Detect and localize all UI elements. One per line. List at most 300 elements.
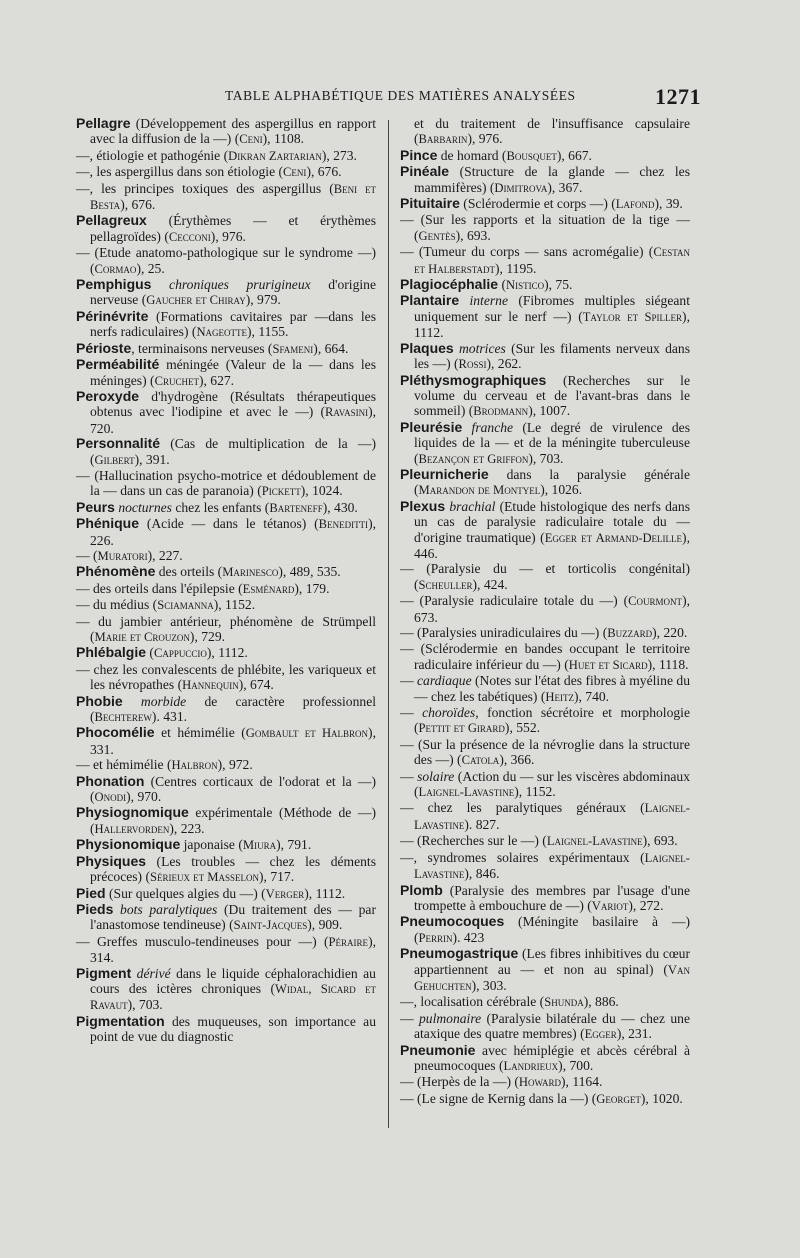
index-entry bbox=[76, 886, 376, 902]
entry-qualifier: brachial bbox=[449, 498, 496, 514]
entry-text: —, localisation cérébrale ( bbox=[400, 994, 545, 1010]
entry-qualifier: dérivé bbox=[136, 965, 171, 981]
index-entry bbox=[76, 757, 376, 773]
entry-author: Sfameni bbox=[272, 341, 314, 356]
index-entry bbox=[76, 181, 376, 214]
entry-text: ), 430. bbox=[322, 499, 358, 515]
entry-text: (Les troubles — chez les déments précoces) ( bbox=[90, 853, 376, 885]
index-entry bbox=[76, 309, 376, 341]
entry-text: ( bbox=[146, 645, 154, 661]
entry-text: ), 272. bbox=[628, 897, 664, 913]
entry-author: Huet et Sicard bbox=[568, 657, 648, 672]
entry-text: (Centres corticaux de l'odorat et la —) ( bbox=[90, 773, 376, 805]
entry-text: (Formations cavitaires par —dans les nerfs radiculaires) ( bbox=[90, 308, 376, 340]
entry-author: Van Gehuchten bbox=[414, 962, 690, 993]
index-entry bbox=[76, 597, 376, 613]
entry-author: Sciamanna bbox=[157, 598, 214, 613]
entry-text: ), 886. bbox=[583, 994, 619, 1010]
entry-text: ), 1112. bbox=[414, 308, 690, 341]
entry-headword: Périnévrite bbox=[76, 307, 149, 324]
index-entry bbox=[400, 850, 690, 883]
entry-author: Buzzard bbox=[607, 626, 653, 640]
entry-headword: Pneumogastrique bbox=[400, 945, 519, 962]
entry-qualifier: chroniques pruriginеux bbox=[169, 277, 311, 293]
entry-text: — (Hallucination psycho-motrice et dédoublement de la — dans un cas de paranoia) ( bbox=[76, 467, 376, 499]
entry-author: Péraire bbox=[328, 934, 369, 949]
entry-text: (Les fibres inhibitives du cœur appartiennent au — et non au spinal) ( bbox=[414, 946, 690, 977]
entry-author: Barteneff bbox=[269, 500, 323, 515]
entry-text: ), 846. bbox=[464, 866, 500, 882]
entry-text bbox=[459, 293, 469, 308]
index-entry bbox=[76, 581, 376, 597]
entry-headword: Pituitaire bbox=[400, 195, 460, 212]
entry-author: Pickett bbox=[261, 484, 301, 499]
entry-text: ), 220. bbox=[652, 625, 688, 640]
entry-author: Bousquet bbox=[506, 148, 557, 163]
entry-text: ), 693. bbox=[642, 833, 678, 849]
entry-text: —, les principes toxiques des aspergillus ( bbox=[76, 180, 334, 196]
entry-text: (Du traitement des — par l'anastomose tendineuse) ( bbox=[90, 901, 376, 933]
entry-text: ), 231. bbox=[616, 1026, 652, 1042]
entry-text: (Paralysie des membres par l'usage d'une trompette à embouchure de —) ( bbox=[414, 882, 690, 913]
entry-headword: Pinéale bbox=[400, 163, 450, 180]
index-entry bbox=[76, 902, 376, 934]
index-entry bbox=[400, 212, 690, 244]
index-entry bbox=[400, 148, 690, 164]
entry-text: des orteils ( bbox=[155, 564, 223, 580]
page-number: 1271 bbox=[655, 84, 701, 109]
index-entry bbox=[400, 244, 690, 277]
entry-text: ), 1195. bbox=[495, 260, 537, 276]
entry-text: ), 972. bbox=[217, 757, 253, 773]
entry-text: ), 226. bbox=[90, 516, 376, 548]
index-entry bbox=[400, 994, 690, 1010]
entry-text: des muqueuses, son importance au point de vue du diagnostic bbox=[90, 1013, 376, 1045]
entry-qualifier: cardiaque bbox=[417, 673, 472, 689]
index-entry bbox=[76, 564, 376, 580]
entry-author: Hallervorden bbox=[94, 821, 170, 836]
entry-qualifier: bots paralytiques bbox=[120, 901, 218, 917]
entry-text: ), 223. bbox=[169, 820, 205, 836]
entry-text: — (Sur les rapports et la situation de la tige — ( bbox=[400, 212, 690, 243]
index-entry bbox=[76, 436, 376, 468]
entry-text: expérimentale (Méthode de —) ( bbox=[90, 805, 376, 836]
entry-headword: Physiques bbox=[76, 852, 147, 869]
entry-text: ), 1020. bbox=[640, 1090, 683, 1106]
entry-text: ), 1155. bbox=[247, 324, 289, 340]
entry-text: ), 446. bbox=[414, 529, 690, 561]
entry-author: Howard bbox=[518, 1075, 561, 1090]
index-entry bbox=[76, 500, 376, 516]
index-entry bbox=[76, 357, 376, 389]
entry-text: ), 674. bbox=[238, 677, 274, 693]
index-entry bbox=[76, 966, 376, 1014]
entry-text: ), 273. bbox=[321, 147, 357, 163]
entry-text: — Greffes musculo-tendineuses pour —) ( bbox=[76, 933, 329, 949]
index-entry bbox=[76, 277, 376, 309]
entry-text: — ( bbox=[76, 547, 98, 563]
index-entry bbox=[400, 467, 690, 499]
entry-text: de homard ( bbox=[437, 147, 507, 163]
entry-headword: Pleurésie bbox=[400, 418, 463, 435]
entry-author: Marie et Crouzon bbox=[94, 630, 190, 644]
entry-text: (Développement des aspergillus en rapport avec la diffusion de la —) ( bbox=[90, 116, 376, 147]
entry-text: ), 970. bbox=[126, 789, 162, 805]
entry-headword: Phobie bbox=[76, 692, 123, 709]
entry-text: —, syndromes solaires expérimentaux ( bbox=[400, 849, 645, 865]
entry-headword: Pigment bbox=[76, 964, 132, 981]
entry-author: Laignel-Lavastine bbox=[546, 834, 643, 849]
entry-text: —, étiologie et pathogénie ( bbox=[76, 147, 229, 163]
entry-text: ), 391. bbox=[134, 451, 170, 467]
entry-text: ), 976. bbox=[210, 228, 246, 244]
index-entry bbox=[76, 805, 376, 837]
entry-author: Gombault et Halbron bbox=[245, 726, 369, 741]
index-entry bbox=[76, 341, 376, 357]
entry-author: Marinesco bbox=[222, 565, 279, 580]
index-entry bbox=[400, 561, 690, 593]
entry-author: Esménard bbox=[242, 581, 295, 596]
entry-headword: Peroxyde bbox=[76, 387, 140, 404]
entry-author: Taylor et Spiller bbox=[582, 309, 683, 324]
entry-text: ), 791. bbox=[276, 837, 312, 853]
entry-text: — (Paralysie du — et torticolis congénital) ( bbox=[400, 561, 690, 592]
entry-text bbox=[151, 277, 169, 292]
entry-text: (Cas de multiplication de la —) ( bbox=[90, 436, 376, 467]
entry-text bbox=[123, 694, 141, 709]
index-entry bbox=[400, 883, 690, 915]
entry-text: de caractère professionnel ( bbox=[90, 693, 376, 725]
entry-text: (Paralysie bilatérale du — chez une ataxique des quatre membres) ( bbox=[414, 1010, 690, 1042]
entry-author: Halbron bbox=[171, 758, 218, 773]
entry-author: Brodmann bbox=[473, 404, 529, 419]
entry-text: — (Sur la présence de la névroglie dans la structure des —) ( bbox=[400, 736, 690, 768]
entry-author: Gaucher et Chiray bbox=[146, 293, 246, 308]
entry-author: Marandon de Montyel bbox=[418, 483, 541, 498]
entry-text: ), 676. bbox=[306, 164, 342, 180]
entry-text: ), 75. bbox=[544, 277, 573, 293]
entry-text: ), 1152. bbox=[213, 597, 256, 613]
page-header bbox=[0, 84, 800, 114]
entry-author: Ceni bbox=[239, 132, 263, 147]
index-entry bbox=[400, 1091, 690, 1107]
entry-text: ), 39. bbox=[654, 196, 683, 212]
entry-author: Beneditti bbox=[318, 517, 369, 532]
entry-text: ), 1118. bbox=[647, 656, 689, 672]
entry-headword: Pince bbox=[400, 146, 438, 163]
entry-qualifier: franche bbox=[471, 419, 514, 435]
index-entry bbox=[400, 914, 690, 946]
index-entry bbox=[76, 468, 376, 500]
entry-author: Perrin bbox=[418, 930, 453, 945]
entry-text: ), 909. bbox=[307, 917, 343, 933]
entry-headword: Pneumocoques bbox=[400, 913, 505, 930]
entry-text: — (Sclérodermie en bandes occupant le territoire radiculaire inférieur du —) ( bbox=[400, 641, 690, 672]
entry-author: Hannequin bbox=[182, 678, 239, 693]
index-entry bbox=[76, 774, 376, 806]
entry-author: Bezançon et Griffon bbox=[418, 451, 529, 466]
entry-text: ), 303. bbox=[471, 977, 507, 993]
entry-text: ), 552. bbox=[504, 720, 541, 736]
entry-author: Bechterew bbox=[94, 710, 152, 725]
entry-author: Lafond bbox=[615, 197, 655, 212]
index-entry bbox=[76, 548, 376, 564]
entry-headword: Pemphigus bbox=[76, 276, 152, 293]
entry-text: ), 627. bbox=[198, 372, 235, 388]
index-entry bbox=[76, 854, 376, 886]
entry-text: — des orteils dans l'épilepsie ( bbox=[76, 580, 243, 596]
entry-author: Shunda bbox=[544, 995, 584, 1010]
entry-text: ), 424. bbox=[472, 576, 508, 592]
entry-author: Sérieux et Masselon bbox=[150, 870, 259, 885]
entry-text: (Acide — dans le tétanos) ( bbox=[139, 516, 319, 532]
entry-text: ( bbox=[498, 277, 506, 293]
entry-qualifier: nocturnes bbox=[118, 499, 172, 515]
entry-headword: Pellagreux bbox=[76, 212, 147, 229]
index-entry bbox=[76, 614, 376, 646]
entry-author: Laignel-Lavastine bbox=[414, 801, 690, 832]
index-entry bbox=[400, 1043, 690, 1075]
entry-text: d'hydrogène (Résultats thérapeutiques obtenus avec l'iodipine et avec le —) ( bbox=[90, 388, 376, 420]
entry-author: Georget bbox=[596, 1091, 641, 1106]
entry-text: et du traitement de l'insuffisance capsulaire ( bbox=[414, 116, 690, 147]
entry-text: ), 1112. bbox=[304, 885, 346, 901]
entry-text: ), 1112. bbox=[206, 645, 248, 661]
index-entry bbox=[76, 213, 376, 245]
entry-author: Catola bbox=[461, 753, 500, 768]
entry-text: japonaise ( bbox=[180, 837, 243, 853]
index-entry bbox=[400, 1074, 690, 1090]
entry-text: — bbox=[400, 1010, 419, 1026]
entry-author: Egger et Armand-Delille bbox=[544, 530, 683, 545]
entry-text: ), 740. bbox=[573, 688, 610, 704]
entry-headword: Plexus bbox=[400, 497, 446, 514]
entry-text: dans la paralysie générale ( bbox=[414, 466, 690, 498]
entry-text: (Structure de la glande — chez les mammifères) ( bbox=[414, 164, 690, 195]
entry-headword: Pigmentation bbox=[76, 1012, 165, 1029]
index-entry bbox=[400, 277, 690, 293]
entry-text: ), 1024. bbox=[300, 483, 343, 499]
entry-text: ), 976. bbox=[467, 131, 503, 147]
entry-headword: Plaques bbox=[400, 339, 454, 356]
entry-author: Dimitrova bbox=[494, 180, 548, 195]
entry-text: — bbox=[400, 705, 423, 721]
index-entry bbox=[76, 516, 376, 548]
entry-headword: Plantaire bbox=[400, 292, 460, 309]
entry-author: Laignel-Lavastine bbox=[414, 850, 690, 882]
entry-qualifier: motrices bbox=[458, 340, 506, 356]
entry-headword: Phénomène bbox=[76, 563, 156, 580]
index-entry bbox=[76, 245, 376, 277]
entry-author: Dikran Zartarian bbox=[228, 148, 322, 163]
entry-text: — (Paralysie radiculaire totale du —) ( bbox=[400, 593, 629, 609]
index-entry bbox=[400, 499, 690, 562]
index-entry bbox=[400, 641, 690, 673]
entry-headword: Pléthysmographiques bbox=[400, 371, 547, 388]
entry-text: ). 827. bbox=[464, 816, 500, 832]
entry-text: ), 489, 535. bbox=[278, 564, 341, 580]
entry-headword: Phlébalgie bbox=[76, 644, 147, 661]
entry-author: Cestan et Halberstadt bbox=[414, 245, 690, 276]
entry-text: ), 717. bbox=[259, 869, 295, 885]
entry-text: (Etude histologique des nerfs dans un cas de paralysie radiculaire totale du — d'origine traumatique) ( bbox=[414, 498, 690, 545]
entry-text: — bbox=[400, 768, 418, 784]
entry-author: Gilbert bbox=[94, 452, 135, 467]
entry-headword: Phénique bbox=[76, 515, 140, 532]
entry-text: ), 703. bbox=[127, 997, 163, 1013]
entry-author: Nistico bbox=[505, 278, 545, 293]
entry-text: — (Tumeur du corps — sans acromégalie) ( bbox=[400, 244, 654, 260]
entry-text: dans le liquide céphalorachidien au cours des ictères chroniques ( bbox=[90, 965, 376, 996]
entry-headword: Plagiocéphalie bbox=[400, 276, 499, 293]
entry-text: (Sur les filaments nerveux dans les —) ( bbox=[414, 340, 690, 372]
entry-qualifier: choroïdes bbox=[422, 705, 476, 721]
entry-text: ). 431. bbox=[151, 709, 188, 725]
entry-author: Nageotte bbox=[196, 325, 248, 340]
index-entry bbox=[76, 694, 376, 726]
entry-text: ), 314. bbox=[90, 933, 376, 966]
index-entry bbox=[400, 946, 690, 994]
index-entry bbox=[76, 662, 376, 694]
entry-author: Beni et Besta bbox=[90, 181, 376, 213]
entry-text: , terminaisons nerveuses ( bbox=[131, 340, 273, 356]
entry-qualifier: interne bbox=[469, 293, 508, 309]
entry-author: Ravasini bbox=[324, 405, 369, 420]
entry-headword: Phocomélie bbox=[76, 724, 155, 741]
index-entry bbox=[400, 116, 690, 148]
index-entry bbox=[76, 837, 376, 853]
entry-text: (Érythèmes — et érythèmes pellagroïdes) ( bbox=[90, 213, 376, 244]
entry-qualifier: pulmonaire bbox=[418, 1010, 482, 1026]
entry-author: Cormao bbox=[94, 261, 137, 276]
running-title: TABLE ALPHABÉTIQUE DES MATIÈRES ANALYSÉES bbox=[225, 88, 576, 103]
index-entry bbox=[400, 769, 690, 801]
entry-qualifier: solaire bbox=[417, 768, 455, 784]
entry-author: Miura bbox=[242, 838, 277, 853]
entry-text: — du médius ( bbox=[76, 597, 158, 613]
entry-text: — (Le signe de Kernig dans la —) ( bbox=[400, 1090, 597, 1106]
entry-text: ), 720. bbox=[90, 404, 376, 436]
index-entry bbox=[400, 593, 690, 625]
entry-author: Barbarin bbox=[418, 132, 468, 147]
entry-headword: Pieds bbox=[76, 900, 114, 917]
entry-author: Muratori bbox=[97, 548, 148, 563]
entry-author: Variot bbox=[591, 898, 629, 913]
entry-text: ), 667. bbox=[556, 147, 592, 163]
entry-text: ), 366. bbox=[499, 752, 535, 768]
entry-text: (Fibromes multiples siégeant uniquement sur le nerf —) ( bbox=[414, 293, 690, 324]
entry-author: Verger bbox=[265, 886, 305, 901]
index-entry bbox=[400, 341, 690, 373]
index-entry bbox=[400, 293, 690, 340]
entry-text: (Le degré de virulence des liquides de la — et de la méningite tuberculeuse ( bbox=[414, 419, 690, 466]
entry-headword: Pied bbox=[76, 884, 106, 901]
entry-text: chez les enfants ( bbox=[171, 499, 270, 515]
entry-text: ), 331. bbox=[90, 725, 376, 757]
entry-headword: Physiognomique bbox=[76, 804, 189, 821]
entry-text: ), 664. bbox=[313, 340, 349, 356]
entry-author: Cruchet bbox=[154, 373, 199, 388]
entry-text: — chez les convalescents de phlébite, les variqueux et les névropathes ( bbox=[76, 661, 376, 693]
entry-text: — (Recherches sur le —) ( bbox=[400, 833, 547, 849]
index-entry bbox=[76, 148, 376, 164]
index-entry bbox=[400, 164, 690, 196]
index-entry bbox=[400, 833, 690, 849]
index-entry bbox=[400, 705, 690, 737]
index-entry bbox=[76, 116, 376, 148]
entry-author: Landrieux bbox=[503, 1058, 559, 1073]
entry-text: (Notes sur l'état des fibres à myéline du — chez les tabétiques) ( bbox=[414, 673, 691, 704]
index-entry bbox=[76, 934, 376, 966]
entry-headword: Perméabilité bbox=[76, 356, 160, 373]
index-entry bbox=[400, 800, 690, 833]
entry-text: — du jambier antérieur, phénomène de Strümpell ( bbox=[76, 613, 376, 644]
entry-author: Rossi bbox=[458, 357, 487, 372]
entry-headword: Pellagre bbox=[76, 115, 131, 131]
entry-author: Egger bbox=[584, 1027, 617, 1042]
index-entry bbox=[400, 1011, 690, 1043]
entry-headword: Physionomique bbox=[76, 836, 181, 853]
index-entry bbox=[76, 389, 376, 436]
entry-text: — bbox=[400, 673, 417, 689]
entry-qualifier: morbide bbox=[140, 693, 187, 709]
entry-headword: Périoste bbox=[76, 339, 132, 356]
entry-text: — (Herpès de la —) ( bbox=[400, 1074, 519, 1090]
entry-author: Courmont bbox=[628, 594, 683, 609]
index-entry bbox=[76, 164, 376, 180]
entry-text: — chez les paralytiques généraux ( bbox=[400, 800, 645, 816]
entry-text: ), 1007. bbox=[528, 403, 571, 419]
entry-headword: Personnalité bbox=[76, 435, 161, 452]
index-entry bbox=[400, 625, 690, 641]
entry-text: , fonction sécrétoire et morphologie ( bbox=[414, 705, 690, 736]
entry-text: — (Paralysies uniradiculaires du —) ( bbox=[400, 625, 608, 640]
entry-text: (Action du — sur les viscères abdominaux ( bbox=[414, 768, 690, 800]
entry-author: Heitz bbox=[545, 689, 574, 704]
entry-author: Gentès bbox=[418, 228, 456, 243]
index-entry bbox=[76, 1014, 376, 1045]
entry-text: ), 262. bbox=[486, 356, 522, 372]
entry-headword: Plomb bbox=[400, 881, 443, 898]
entry-headword: Pneumonie bbox=[400, 1041, 476, 1058]
entry-text: avec hémiplégie et abcès cérébral à pneumocoques ( bbox=[414, 1042, 690, 1073]
entry-text: ), 1164. bbox=[561, 1074, 603, 1090]
entry-text: — et hémimélie ( bbox=[76, 757, 172, 773]
index-entry bbox=[400, 737, 690, 769]
entry-headword: Pleurnicherie bbox=[400, 465, 489, 482]
entry-text: d'origine nerveuse ( bbox=[90, 277, 376, 308]
entry-text: ). 423 bbox=[452, 929, 485, 945]
entry-text: (Sur quelques algies du —) ( bbox=[105, 885, 266, 901]
index-entry bbox=[400, 420, 690, 467]
index-entry bbox=[76, 725, 376, 757]
entry-text: ), 25. bbox=[136, 260, 165, 276]
entry-text: ), 729. bbox=[189, 629, 226, 644]
entry-author: Onodi bbox=[94, 790, 127, 805]
entry-text: ), 1152. bbox=[514, 784, 556, 800]
entry-text: ), 676. bbox=[120, 197, 156, 213]
entry-author: Saint-Jacques bbox=[233, 918, 308, 933]
left-column bbox=[76, 116, 376, 1045]
entry-author: Pettit et Girard bbox=[418, 721, 505, 736]
index-entry bbox=[400, 196, 690, 212]
entry-text: ), 179. bbox=[294, 580, 330, 596]
entry-text: (Méningite basilaire à —) ( bbox=[414, 914, 690, 945]
entry-author: Cecconi bbox=[168, 229, 211, 244]
index-entry bbox=[76, 645, 376, 661]
entry-headword: Phonation bbox=[76, 772, 145, 789]
entry-author: Cappuccio bbox=[153, 646, 207, 661]
